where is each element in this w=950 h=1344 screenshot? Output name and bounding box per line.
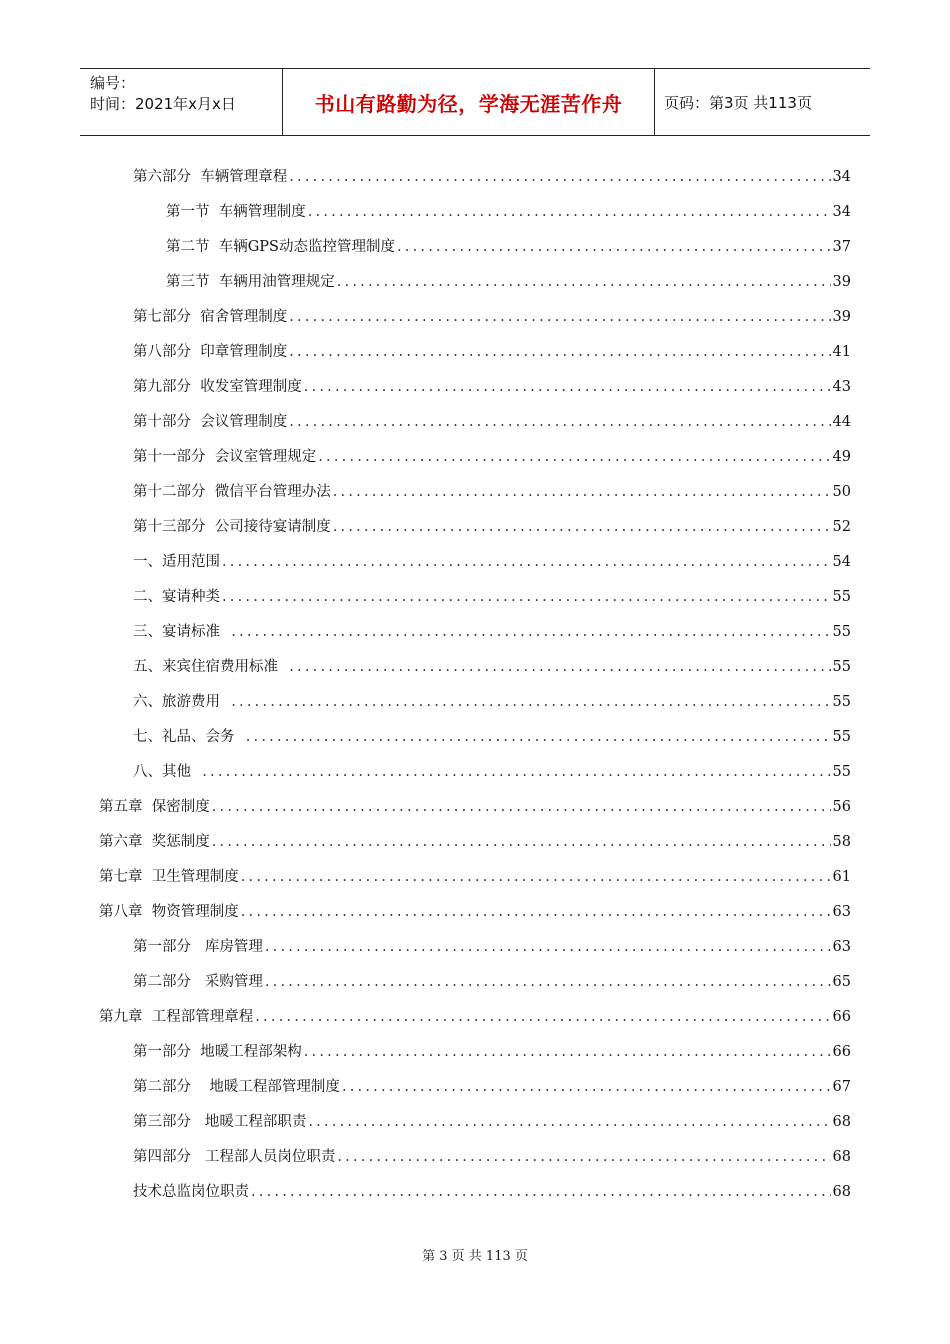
toc-entry[interactable] bbox=[133, 445, 851, 469]
toc-entry-page: 63 bbox=[832, 939, 851, 955]
toc-dot-leader bbox=[241, 865, 831, 889]
toc-dot-leader bbox=[333, 515, 831, 539]
toc-entry-page: 34 bbox=[832, 169, 851, 185]
toc-dot-leader bbox=[251, 1180, 831, 1204]
toc-entry-page: 39 bbox=[832, 274, 851, 290]
toc-entry-page: 39 bbox=[832, 309, 851, 325]
toc-entry-page: 66 bbox=[832, 1044, 851, 1060]
toc-dot-leader bbox=[289, 340, 830, 364]
toc-entry[interactable] bbox=[133, 1040, 851, 1064]
toc-entry-title: 第九章 工程部管理章程 bbox=[99, 1009, 254, 1025]
toc-entry[interactable] bbox=[133, 165, 851, 189]
toc-dot-leader bbox=[231, 620, 830, 644]
toc-entry-title: 六、旅游费用 bbox=[133, 694, 230, 710]
toc-entry-page: 55 bbox=[832, 624, 851, 640]
toc-entry[interactable] bbox=[166, 200, 851, 224]
toc-entry-title: 第十一部分 会议室管理规定 bbox=[133, 449, 317, 465]
toc-entry[interactable] bbox=[133, 690, 851, 714]
toc-entry-title: 技术总监岗位职责 bbox=[133, 1184, 249, 1200]
toc-entry[interactable] bbox=[133, 410, 851, 434]
toc-entry-title: 第六章 奖惩制度 bbox=[99, 834, 210, 850]
toc-entry-page: 55 bbox=[832, 694, 851, 710]
toc-entry-page: 68 bbox=[832, 1114, 851, 1130]
toc-dot-leader bbox=[289, 305, 830, 329]
document-number-label: 编号： bbox=[90, 74, 136, 92]
toc-entry[interactable] bbox=[133, 655, 851, 679]
toc-dot-leader bbox=[289, 410, 830, 434]
toc-dot-leader bbox=[333, 480, 831, 504]
toc-entry-page: 49 bbox=[832, 449, 851, 465]
toc-entry-title: 第二节 车辆GPS动态监控管理制度 bbox=[166, 239, 395, 255]
toc-entry-title: 第一部分 库房管理 bbox=[133, 939, 263, 955]
toc-dot-leader bbox=[337, 1145, 830, 1169]
toc-entry-page: 58 bbox=[832, 834, 851, 850]
toc-entry-page: 66 bbox=[832, 1009, 851, 1025]
toc-entry-page: 54 bbox=[832, 554, 851, 570]
toc-entry-page: 55 bbox=[832, 764, 851, 780]
toc-dot-leader bbox=[342, 1075, 831, 1099]
toc-entry-title: 第一部分 地暖工程部架构 bbox=[133, 1044, 302, 1060]
toc-entry-title: 八、其他 bbox=[133, 764, 201, 780]
toc-entry-page: 37 bbox=[832, 239, 851, 255]
toc-entry-page: 34 bbox=[832, 204, 851, 220]
toc-entry[interactable] bbox=[133, 305, 851, 329]
toc-dot-leader bbox=[308, 200, 831, 224]
toc-entry-title: 第十部分 会议管理制度 bbox=[133, 414, 288, 430]
toc-entry-page: 65 bbox=[832, 974, 851, 990]
toc-entry-title: 第一节 车辆管理制度 bbox=[166, 204, 306, 220]
toc-dot-leader bbox=[308, 1110, 830, 1134]
toc-entry[interactable] bbox=[133, 725, 851, 749]
toc-dot-leader bbox=[265, 935, 831, 959]
toc-dot-leader bbox=[337, 270, 831, 294]
toc-entry[interactable] bbox=[133, 515, 851, 539]
toc-dot-leader bbox=[222, 585, 831, 609]
document-time-label: 时间：2021年x月x日 bbox=[90, 95, 236, 113]
toc-entry[interactable] bbox=[133, 970, 851, 994]
toc-entry-page: 41 bbox=[832, 344, 851, 360]
toc-entry[interactable] bbox=[133, 760, 851, 784]
toc-dot-leader bbox=[212, 830, 831, 854]
header-motto: 书山有路勤为径，学海无涯苦作舟 bbox=[283, 69, 655, 135]
toc-entry-title: 第九部分 收发室管理制度 bbox=[133, 379, 302, 395]
header-page-info: 页码：第3页 共113页 bbox=[664, 93, 812, 112]
toc-entry-title: 第三部分 地暖工程部职责 bbox=[133, 1114, 307, 1130]
toc-dot-leader bbox=[318, 445, 830, 469]
toc-entry-title: 第六部分 车辆管理章程 bbox=[133, 169, 288, 185]
toc-entry-title: 一、适用范围 bbox=[133, 554, 220, 570]
toc-entry-page: 68 bbox=[832, 1149, 851, 1165]
toc-entry-title: 三、宴请标准 bbox=[133, 624, 230, 640]
toc-entry[interactable] bbox=[133, 1075, 851, 1099]
toc-dot-leader bbox=[265, 970, 831, 994]
toc-entry[interactable] bbox=[133, 585, 851, 609]
toc-entry-title: 第七章 卫生管理制度 bbox=[99, 869, 239, 885]
toc-entry[interactable] bbox=[133, 375, 851, 399]
toc-entry-title: 第五章 保密制度 bbox=[99, 799, 210, 815]
toc-entry-title: 第四部分 工程部人员岗位职责 bbox=[133, 1149, 336, 1165]
toc-entry-page: 68 bbox=[832, 1184, 851, 1200]
toc-entry-page: 52 bbox=[832, 519, 851, 535]
toc-entry-page: 67 bbox=[832, 1079, 851, 1095]
toc-entry[interactable] bbox=[99, 1005, 851, 1029]
toc-dot-leader bbox=[289, 165, 830, 189]
toc-entry[interactable] bbox=[133, 1180, 851, 1204]
toc-entry[interactable] bbox=[99, 900, 851, 924]
toc-entry[interactable] bbox=[133, 1110, 851, 1134]
toc-entry[interactable] bbox=[166, 235, 851, 259]
toc-entry-title: 第七部分 宿舍管理制度 bbox=[133, 309, 288, 325]
toc-entry-page: 55 bbox=[832, 659, 851, 675]
toc-entry[interactable] bbox=[133, 1145, 851, 1169]
toc-entry-page: 55 bbox=[832, 589, 851, 605]
toc-entry-page: 56 bbox=[832, 799, 851, 815]
toc-entry-title: 第十三部分 公司接待宴请制度 bbox=[133, 519, 331, 535]
toc-entry-page: 50 bbox=[832, 484, 851, 500]
toc-entry[interactable] bbox=[99, 795, 851, 819]
toc-entry[interactable] bbox=[133, 480, 851, 504]
toc-entry-title: 七、礼品、会务 bbox=[133, 729, 244, 745]
toc-entry-page: 63 bbox=[832, 904, 851, 920]
toc-entry-page: 61 bbox=[832, 869, 851, 885]
toc-entry-title: 第二部分 地暖工程部管理制度 bbox=[133, 1079, 340, 1095]
toc-dot-leader bbox=[222, 550, 831, 574]
page-header bbox=[80, 68, 870, 136]
toc-entry[interactable] bbox=[133, 935, 851, 959]
toc-entry-page: 55 bbox=[832, 729, 851, 745]
page-footer: 第 3 页 共 113 页 bbox=[422, 1249, 528, 1264]
header-meta bbox=[80, 69, 283, 135]
toc-entry[interactable] bbox=[133, 620, 851, 644]
toc-dot-leader bbox=[255, 1005, 830, 1029]
toc-entry-title: 第八章 物资管理制度 bbox=[99, 904, 239, 920]
toc-dot-leader bbox=[397, 235, 831, 259]
toc-entry[interactable] bbox=[133, 550, 851, 574]
toc-dot-leader bbox=[304, 1040, 831, 1064]
toc-entry-title: 二、宴请种类 bbox=[133, 589, 220, 605]
toc-dot-leader bbox=[246, 725, 831, 749]
toc-entry[interactable] bbox=[166, 270, 851, 294]
toc-entry-page: 44 bbox=[832, 414, 851, 430]
toc-entry-title: 第二部分 采购管理 bbox=[133, 974, 263, 990]
toc-dot-leader bbox=[202, 760, 830, 784]
toc-entry-title: 第八部分 印章管理制度 bbox=[133, 344, 288, 360]
toc-entry[interactable] bbox=[133, 340, 851, 364]
toc-dot-leader bbox=[304, 375, 831, 399]
toc-entry-title: 五、来宾住宿费用标准 bbox=[133, 659, 288, 675]
toc-entry-title: 第三节 车辆用油管理规定 bbox=[166, 274, 335, 290]
toc-entry[interactable] bbox=[99, 830, 851, 854]
toc-dot-leader bbox=[231, 690, 830, 714]
toc-dot-leader bbox=[241, 900, 831, 924]
toc-dot-leader bbox=[289, 655, 830, 679]
toc-dot-leader bbox=[212, 795, 831, 819]
toc-entry-page: 43 bbox=[832, 379, 851, 395]
toc-entry[interactable] bbox=[99, 865, 851, 889]
toc-entry-title: 第十二部分 微信平台管理办法 bbox=[133, 484, 331, 500]
